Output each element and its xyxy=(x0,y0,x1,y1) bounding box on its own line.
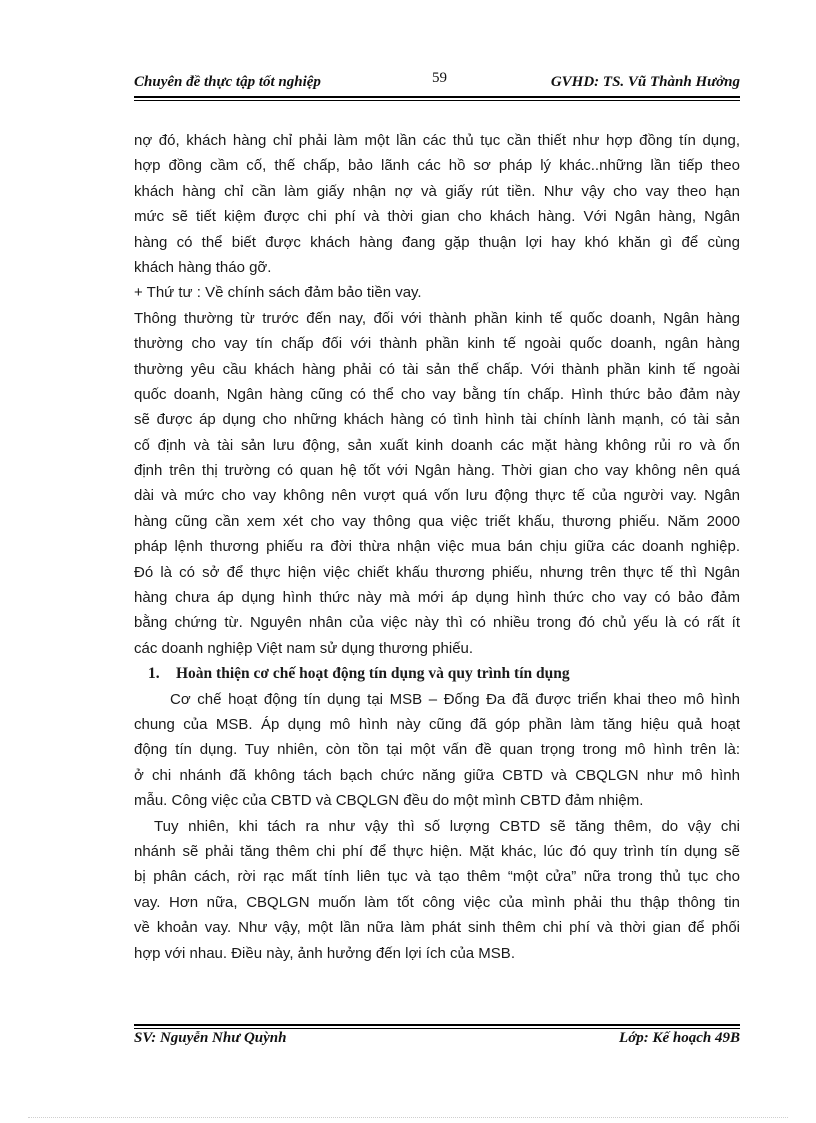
text-line: chung của MSB. Áp dụng mô hình này cũng đã góp phần làm tăng hiệu quả hoạt xyxy=(134,715,740,733)
text-line: Đó là có sở để thực hiện việc chiết khấu thương phiếu, nhưng trên thực tế thì Ngân xyxy=(134,563,740,581)
text-line: các doanh nghiệp Việt nam sử dụng thương phiếu. xyxy=(134,639,474,657)
page-body xyxy=(134,128,740,966)
text-line: Tuy nhiên, khi tách ra như vậy thì số lượng CBTD sẽ tăng thêm, do vậy chi xyxy=(154,817,740,835)
page-footer xyxy=(134,1030,740,1052)
text-line: pháp lệnh thương phiếu ra đời thừa nhận việc mua bán chịu giữa các doanh nghiệp. xyxy=(134,538,740,556)
footer-student-name: SV: Nguyễn Như Quỳnh xyxy=(134,1030,287,1046)
text-line: vay. Hơn nữa, CBQLGN muốn làm tốt công việc của mình phải thu thập thông tin xyxy=(134,893,740,911)
text-line: ở chi nhánh đã không tách bạch chức năng giữa CBTD và CBQLGN như mô hình xyxy=(134,766,740,784)
text-line: định trên thị trường có quan hệ tốt với Ngân hàng. Thời gian cho vay không nên quá xyxy=(134,462,740,480)
text-line: khách hàng chỉ cần làm giấy nhận nợ và giấy rút tiền. Như vậy cho vay theo hạn xyxy=(134,182,740,200)
header-rule-thin xyxy=(134,100,740,101)
text-line: nhánh sẽ phải tăng thêm chi phí để thực hiện. Mặt khác, lúc đó quy trình tín dụng sẽ xyxy=(134,842,740,860)
text-line: Thông thường từ trước đến nay, đối với thành phần kinh tế quốc doanh, Ngân hàng xyxy=(134,309,740,327)
header-rule-thick xyxy=(134,96,740,98)
text-line: hợp với nhau. Điều này, ảnh hưởng đến lợi ích của MSB. xyxy=(134,944,515,962)
text-line: dài và mức cho vay không nên vượt quá vốn lưu động thực tế của người vay. Ngân xyxy=(134,487,740,505)
text-line: hàng chưa áp dụng hình thức này mà mới áp dụng hình thức cho vay có bảo đảm xyxy=(134,589,740,607)
header-report-title: Chuyên đề thực tập tốt nghiệp xyxy=(134,74,321,90)
text-line: hợp đồng cầm cố, thế chấp, bảo lãnh các hồ sơ pháp lý khác..những lần tiếp theo xyxy=(134,157,740,175)
text-line: về khoản vay. Như vậy, một lần nữa làm phát sinh thêm chi phí và thời gian để phối xyxy=(134,919,740,937)
text-line: nợ đó, khách hàng chỉ phải làm một lần các thủ tục cần thiết như hợp đồng tín dụng, xyxy=(134,132,740,149)
text-line: khách hàng tháo gỡ. xyxy=(134,258,272,276)
page-bottom-dotted-line xyxy=(28,1117,788,1118)
text-line: hàng có thể biết được khách hàng đang gặp thuận lợi hay khó khăn gì để cùng xyxy=(134,233,740,251)
footer-rule-thin xyxy=(134,1028,740,1029)
section-heading-number: 1. xyxy=(148,665,160,683)
header-supervisor: GVHD: TS. Vũ Thành Hưởng xyxy=(550,74,740,90)
section-heading xyxy=(134,661,740,686)
footer-rule-thick xyxy=(134,1024,740,1026)
text-line: + Thứ tư : Về chính sách đảm bảo tiền vay. xyxy=(134,284,422,302)
section-heading-text: Hoàn thiện cơ chế hoạt động tín dụng và quy trình tín dụng xyxy=(176,665,570,683)
page-header xyxy=(134,72,740,96)
footer-class: Lớp: Kế hoạch 49B xyxy=(619,1030,740,1046)
page-number: 59 xyxy=(432,70,447,86)
text-line: hàng cũng cần xem xét cho vay thông qua việc triết khấu, thương phiếu. Năm 2000 xyxy=(134,512,740,530)
text-line: mẫu. Công việc của CBTD và CBQLGN đều do một mình CBTD đảm nhiệm. xyxy=(134,792,644,810)
text-line: bị phân cách, rời rạc mất tính liên tục và tạo thêm “một cửa” nữa trong thủ tục cho xyxy=(134,868,740,886)
text-line: mức sẽ tiết kiệm được chi phí và thời gian cho khách hàng. Với Ngân hàng, Ngân xyxy=(134,208,740,226)
text-line: quốc doanh, Ngân hàng cũng có thể cho vay bằng tín chấp. Hình thức bảo đảm này xyxy=(134,385,740,403)
text-line: thường cho vay tín chấp đối với thành phần kinh tế ngoài quốc doanh, ngân hàng xyxy=(134,335,740,353)
text-line: sẽ được áp dụng cho những khách hàng có tình hình tài chính lành mạnh, có tài sản xyxy=(134,411,740,429)
text-line: cố định và tài sản lưu động, sản xuất kinh doanh các mặt hàng không rủi ro và ổn xyxy=(134,436,740,454)
text-line: bằng chứng từ. Nguyên nhân của việc này thì có nhiều trong đó chủ yếu là có rất ít xyxy=(134,614,740,632)
text-line: Cơ chế hoạt động tín dụng tại MSB – Đống Đa đã được triển khai theo mô hình xyxy=(170,690,740,708)
text-line: động tín dụng. Tuy nhiên, còn tồn tại một vấn đề quan trọng trong mô hình trên là: xyxy=(134,741,740,759)
text-line: thường yêu cầu khách hàng phải có tài sản thế chấp. Với thành phần kinh tế ngoài xyxy=(134,360,740,378)
